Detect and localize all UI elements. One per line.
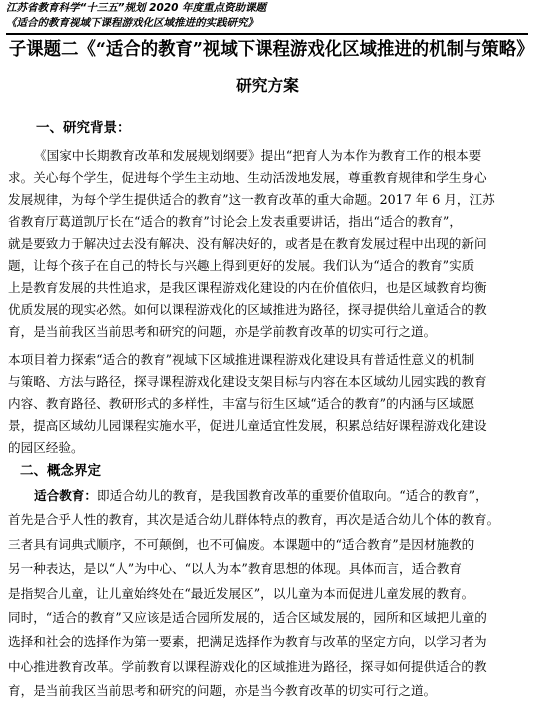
- text-line: 求。关心每个学生，促进每个学生主动地、生动活泼地发展，尊重教育规律和学生身心: [8, 170, 487, 185]
- text-line: 另一种表达，是以“人”为中心、“以人为本”教育思想的体现。具体而言，适合教育: [8, 561, 462, 577]
- defined-term: 适合教育：: [34, 488, 97, 503]
- document-header: [6, 1, 526, 31]
- text-line: 省教育厅葛道凯厅长在“适合的教育”讨论会上发表重要讲话，指出“适合的教育”，: [8, 214, 462, 229]
- text-line: 育，是当前我区当前思考和研究的问题，亦是学前教育改革的切实可行之道。: [8, 324, 437, 339]
- text-span: 即适合幼儿的教育，是我国教育改革的重要价值取向。“适合的教育”，: [96, 488, 488, 503]
- text-line: 的园区经验。: [8, 440, 84, 455]
- text-line: 中心推进教育改革。学前教育以课程游戏化的区域推进为路径，探寻如何提供适合的教: [8, 658, 487, 674]
- header-topic-line: 《适合的教育视域下课程游戏化区域推进的实践研究》: [6, 17, 258, 29]
- page-subtitle: 研究方案: [236, 76, 299, 95]
- text-line: 选择和社会的选择作为第一要素，把满足选择作为教育与改革的坚定方向，以学习者为: [8, 634, 487, 650]
- background-paragraph-2: [8, 349, 530, 459]
- text-line: 与策略、方法与路径，探寻课程游戏化建设支架目标与内容在本区域幼儿园实践的教育: [8, 374, 487, 389]
- text-line: 优质发展的现实必然。如何以课程游戏化的区域推进为路径，探寻提供给儿童适合的教: [8, 302, 487, 317]
- text-line: 发展规律，为每个学生提供适合的教育”这一教育改革的重大命题。2017 年 6 月，江苏: [8, 192, 495, 207]
- text-line: 是指契合儿童，让儿童始终处在“最近发展区”，以儿童为本而促进儿童发展的教育。: [8, 585, 475, 601]
- text-line: 题，让每个孩子在自己的特长与兴趣上得到更好的发展。我们认为“适合的教育”实质: [8, 258, 475, 273]
- text-line: 景，提高区域幼儿园课程实施水平，促进儿童适宜性发展，积累总结好课程游戏化建设: [8, 418, 487, 433]
- definition-paragraph: [8, 484, 530, 704]
- background-paragraph-1: [8, 145, 530, 343]
- text-line: [8, 484, 530, 508]
- text-line: 三者具有词典式顺序，不可颠倒，也不可偏废。本课题中的“适合教育”是因材施教的: [8, 536, 475, 552]
- text-line: 《国家中长期教育改革和发展规划纲要》提出“把育人为本作为教育工作的根本要: [34, 148, 482, 163]
- text-line: 上是教育发展的共性追求，是我区课程游戏化建设的内在价值依归，也是区域教育均衡: [8, 280, 487, 295]
- header-divider: [6, 33, 528, 35]
- text-line: 同时，“适合的教育”又应该是适合园所发展的，适合区域发展的，园所和区域把儿童的: [8, 609, 487, 625]
- section-heading-definitions: 二、概念界定: [20, 463, 101, 479]
- header-project-line: 江苏省教育科学“十三五”规划 2020 年度重点资助课题: [6, 2, 267, 14]
- text-line: 首先是合乎人性的教育，其次是适合幼儿群体特点的教育，再次是适合幼儿个体的教育。: [8, 512, 500, 528]
- text-line: 本项目着力探索“适合的教育”视域下区域推进课程游戏化建设具有普适性意义的机制: [8, 352, 475, 367]
- text-line: 就是要致力于解决过去没有解决、没有解决好的，或者是在教育发展过程中出现的新问: [8, 236, 487, 251]
- text-line: 内容、教育路径、教研形式的多样性，丰富与衍生区域“适合的教育”的内涵与区域愿: [8, 396, 475, 411]
- section-heading-background: 一、研究背景：: [36, 120, 131, 136]
- text-line: 育，是当前我区当前思考和研究的问题，亦是当今教育改革的切实可行之道。: [8, 683, 437, 699]
- page-title: 子课题二《“适合的教育”视域下课程游戏化区域推进的机制与策略》: [8, 39, 534, 60]
